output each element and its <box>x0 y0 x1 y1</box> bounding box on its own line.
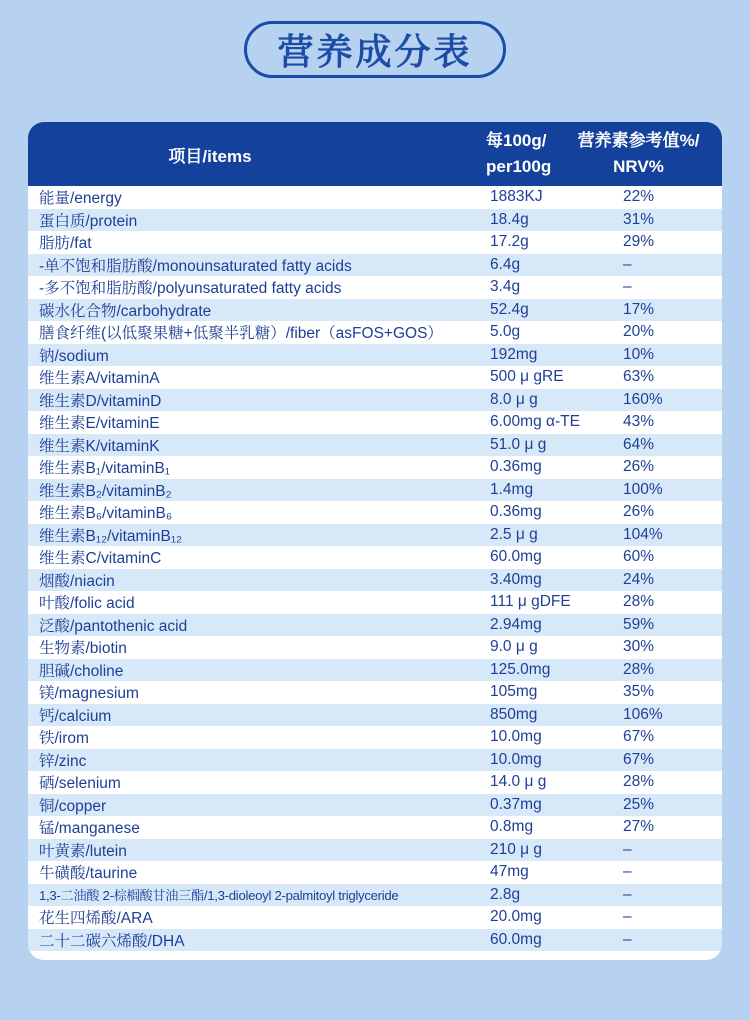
item-cell: 镁/magnesium <box>39 685 139 703</box>
item-cell: 胆碱/choline <box>39 662 124 680</box>
item-cell: 维生素K/vitaminK <box>39 437 160 455</box>
header-items-cell <box>28 142 441 167</box>
nrv-cell: 63% <box>623 368 655 386</box>
table-row <box>28 636 722 659</box>
nrv-cell: – <box>623 930 632 948</box>
value-cell: 125.0mg <box>490 660 551 678</box>
value-cell: 500 μ gRE <box>490 368 564 386</box>
nrv-cell: 59% <box>623 615 655 633</box>
item-cell: 泛酸/pantothenic acid <box>39 617 188 635</box>
item-cell: 维生素B₁₂/vitaminB₁₂ <box>39 527 183 545</box>
table-row <box>28 681 722 704</box>
value-cell: 3.4g <box>490 278 521 296</box>
value-cell: 0.8mg <box>490 818 534 836</box>
nrv-cell: 24% <box>623 570 655 588</box>
value-cell: 6.4g <box>490 255 521 273</box>
value-cell: 0.36mg <box>490 503 542 521</box>
table-row <box>28 614 722 637</box>
nrv-cell: 35% <box>623 683 655 701</box>
item-cell: 烟酸/niacin <box>39 572 115 590</box>
table-row <box>28 389 722 412</box>
item-cell: 维生素B₂/vitaminB₂ <box>39 482 172 500</box>
item-cell: 花生四烯酸/ARA <box>39 910 153 928</box>
nrv-cell: 28% <box>623 660 655 678</box>
table-row <box>28 479 722 502</box>
nrv-cell: 160% <box>623 390 663 408</box>
table-row <box>28 794 722 817</box>
value-cell: 52.4g <box>490 300 529 318</box>
table-row <box>28 209 722 232</box>
nrv-cell: 30% <box>623 638 655 656</box>
item-cell: 维生素B₆/vitaminB₆ <box>39 505 173 523</box>
value-cell: 105mg <box>490 683 538 701</box>
nrv-cell: 60% <box>623 548 655 566</box>
nrv-cell: – <box>623 255 632 273</box>
nrv-cell: 31% <box>623 210 655 228</box>
table-row <box>28 861 722 884</box>
item-cell: 锌/zinc <box>39 752 87 770</box>
item-cell: 维生素D/vitaminD <box>39 392 162 410</box>
table-row <box>28 749 722 772</box>
nrv-cell: 26% <box>623 503 655 521</box>
item-cell: 维生素A/vitaminA <box>39 370 160 388</box>
item-cell: 能量/energy <box>39 190 122 208</box>
value-cell: 1883KJ <box>490 188 543 206</box>
table-row <box>28 704 722 727</box>
nrv-cell: 25% <box>623 795 655 813</box>
table-row <box>28 929 722 952</box>
value-cell: 850mg <box>490 705 538 723</box>
item-cell: 生物素/biotin <box>39 640 127 658</box>
nrv-cell: 28% <box>623 593 655 611</box>
nrv-cell: 67% <box>623 728 655 746</box>
nrv-cell: 104% <box>623 525 663 543</box>
header-nrv-cell <box>577 128 700 180</box>
value-cell: 14.0 μ g <box>490 773 547 791</box>
nrv-cell: 27% <box>623 818 655 836</box>
table-row <box>28 569 722 592</box>
item-cell: 蛋白质/protein <box>39 212 138 230</box>
table-row <box>28 771 722 794</box>
value-cell: 210 μ g <box>490 840 543 858</box>
value-cell: 10.0mg <box>490 728 542 746</box>
item-cell: 碳水化合物/carbohydrate <box>39 302 212 320</box>
nrv-cell: – <box>623 885 632 903</box>
item-cell: 二十二碳六烯酸/DHA <box>39 932 185 950</box>
table-row <box>28 411 722 434</box>
value-cell: 2.5 μ g <box>490 525 538 543</box>
table-row <box>28 254 722 277</box>
nutrition-table-card <box>28 122 722 960</box>
value-cell: 51.0 μ g <box>490 435 547 453</box>
item-cell: 硒/selenium <box>39 775 121 793</box>
value-cell: 2.94mg <box>490 615 542 633</box>
nrv-cell: 17% <box>623 300 655 318</box>
nrv-cell: 26% <box>623 458 655 476</box>
table-row <box>28 434 722 457</box>
value-cell: 17.2g <box>490 233 529 251</box>
nrv-cell: – <box>623 840 632 858</box>
value-cell: 6.00mg α-TE <box>490 413 580 431</box>
value-cell: 111 μ gDFE <box>490 593 571 611</box>
table-row <box>28 501 722 524</box>
item-cell: 膳食纤维(以低聚果糖+低聚半乳糖）/fiber（asFOS+GOS） <box>39 325 443 343</box>
item-cell: 铜/copper <box>39 797 107 815</box>
item-cell: 叶黄素/lutein <box>39 842 127 860</box>
header-per100g-line1: 每100g/ <box>486 131 547 150</box>
item-cell: 维生素E/vitaminE <box>39 415 160 433</box>
table-row <box>28 186 722 209</box>
nrv-cell: 100% <box>623 480 663 498</box>
nrv-cell: 20% <box>623 323 655 341</box>
value-cell: 1.4mg <box>490 480 534 498</box>
table-row <box>28 524 722 547</box>
nrv-cell: 67% <box>623 750 655 768</box>
table-row <box>28 456 722 479</box>
nrv-cell: – <box>623 908 632 926</box>
value-cell: 60.0mg <box>490 930 542 948</box>
item-cell: 钠/sodium <box>39 347 109 365</box>
value-cell: 47mg <box>490 863 529 881</box>
table-body <box>28 186 722 951</box>
page-title: 营养成分表 <box>277 31 473 72</box>
nrv-cell: 28% <box>623 773 655 791</box>
value-cell: 0.37mg <box>490 795 542 813</box>
value-cell: 5.0g <box>490 323 521 341</box>
value-cell: 20.0mg <box>490 908 542 926</box>
value-cell: 60.0mg <box>490 548 542 566</box>
nutrition-title-pill <box>244 21 505 78</box>
table-row <box>28 884 722 907</box>
title-section <box>0 0 750 78</box>
nrv-cell: 43% <box>623 413 655 431</box>
item-cell: 1,3-二油酸 2-棕榈酸甘油三酯/1,3-dioleoyl 2-palmitoyl triglyceride <box>39 888 399 904</box>
item-cell: 牛磺酸/taurine <box>39 865 138 883</box>
table-row <box>28 816 722 839</box>
nrv-cell: 106% <box>623 705 663 723</box>
header-per100g-line2: per100g <box>486 157 552 176</box>
table-row <box>28 344 722 367</box>
value-cell: 192mg <box>490 345 538 363</box>
header-nrv-line2: NRV% <box>613 157 664 176</box>
item-cell: 铁/irom <box>39 730 89 748</box>
table-header <box>28 122 722 186</box>
table-row <box>28 299 722 322</box>
table-row <box>28 659 722 682</box>
table-row <box>28 546 722 569</box>
table-row <box>28 906 722 929</box>
nrv-cell: 22% <box>623 188 655 206</box>
item-cell: -多不饱和脂肪酸/polyunsaturated fatty acids <box>39 280 342 298</box>
item-cell: 维生素B₁/vitaminB₁ <box>39 460 171 478</box>
item-cell: 叶酸/folic acid <box>39 595 135 613</box>
table-row <box>28 726 722 749</box>
table-row <box>28 276 722 299</box>
value-cell: 2.8g <box>490 885 521 903</box>
value-cell: 3.40mg <box>490 570 542 588</box>
table-row <box>28 321 722 344</box>
item-cell: 维生素C/vitaminC <box>39 550 162 568</box>
value-cell: 8.0 μ g <box>490 390 538 408</box>
nrv-cell: 29% <box>623 233 655 251</box>
table-row <box>28 839 722 862</box>
table-row <box>28 591 722 614</box>
nrv-cell: – <box>623 863 632 881</box>
item-cell: -单不饱和脂肪酸/monounsaturated fatty acids <box>39 257 352 275</box>
nrv-cell: – <box>623 278 632 296</box>
header-items-label: 项目/items <box>168 146 252 166</box>
header-nrv-line1: 营养素参考值%/ <box>577 131 700 150</box>
item-cell: 钙/calcium <box>39 707 112 725</box>
value-cell: 0.36mg <box>490 458 542 476</box>
value-cell: 9.0 μ g <box>490 638 538 656</box>
value-cell: 10.0mg <box>490 750 542 768</box>
item-cell: 锰/manganese <box>39 820 140 838</box>
item-cell: 脂肪/fat <box>39 235 92 253</box>
nrv-cell: 10% <box>623 345 655 363</box>
value-cell: 18.4g <box>490 210 529 228</box>
table-row <box>28 366 722 389</box>
nrv-cell: 64% <box>623 435 655 453</box>
table-row <box>28 231 722 254</box>
